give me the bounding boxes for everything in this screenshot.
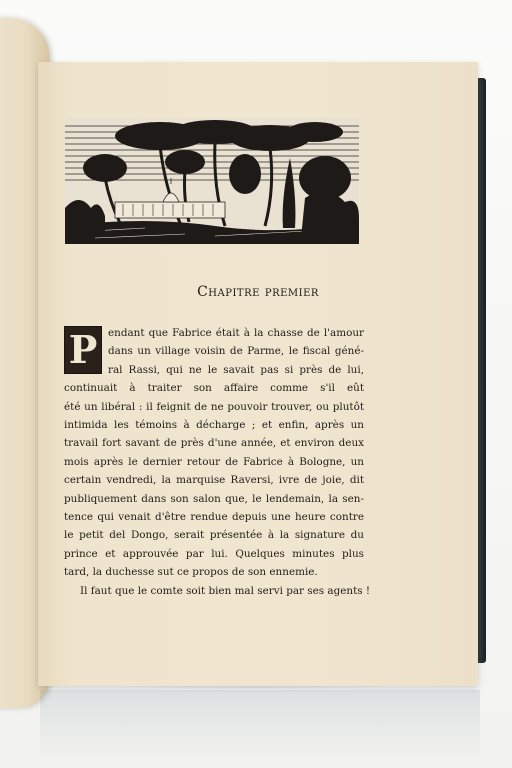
body-line-1: endant que Fabrice était à la chasse de l'amour — [108, 327, 364, 339]
body-line-13: prince et approuvée par lui. Quelques minutes plus — [64, 547, 364, 560]
body-line-3: ral Rassi, qui ne le savait pas si près de lui, — [108, 363, 364, 376]
chapter-title: Chapitre premier — [197, 284, 319, 300]
body-line-14: tard, la duchesse sut ce propos de son ennemie. — [64, 566, 318, 579]
body-line-11: tence qui venait d'être rendue depuis une heure contre — [64, 511, 364, 524]
chapter-body-text — [64, 324, 371, 600]
book-reflection — [40, 690, 480, 760]
decorated-dropcap — [64, 326, 102, 374]
body-line-10: publiquement dans son salon que, le lendemain, la sen- — [64, 492, 364, 505]
body-line-2: dans un village voisin de Parme, le fiscal géné- — [108, 345, 364, 358]
landscape-woodcut-image — [65, 118, 359, 244]
body-line-4: continuait à traiter son affaire comme s'il eût — [64, 382, 364, 395]
woodcut-illustration — [65, 118, 359, 244]
closing-line: Il faut que le comte soit bien mal servi par ses agents ! — [80, 584, 371, 597]
body-line-6: intimida les témoins à décharge ; et enfin, après un — [64, 419, 364, 432]
body-line-5: été un libéral : il feignit de ne pouvoir trouver, ou plutôt — [64, 400, 364, 413]
body-line-12: le petit del Dongo, serait présentée à la signature du — [64, 529, 364, 542]
body-line-9: certain vendredi, la marquise Raversi, ivre de joie, dit — [64, 474, 364, 487]
book-page — [38, 62, 478, 686]
dropcap-letter: P — [68, 327, 98, 372]
body-line-7: travail fort savant de près d'une année, et environ deux — [64, 437, 364, 450]
body-line-8: mois après le dernier retour de Fabrice à Bologne, un — [64, 455, 364, 468]
